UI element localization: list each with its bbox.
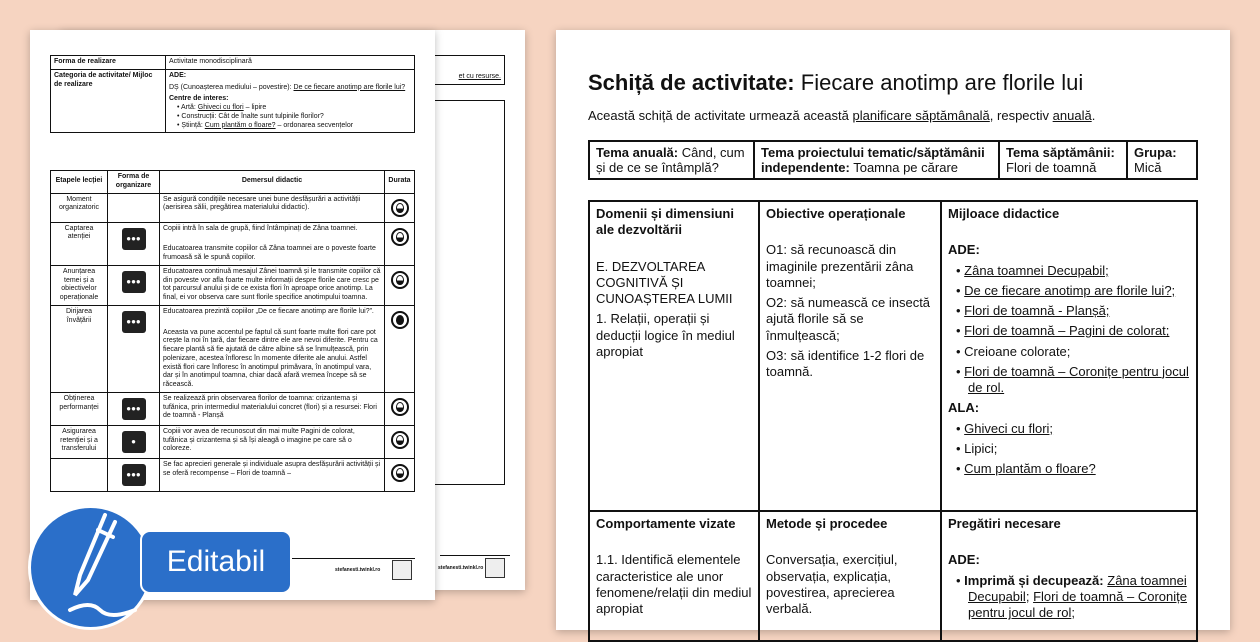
group-icon: ●●● bbox=[122, 311, 146, 333]
behaviours-cell: Comportamente vizate 1.1. Identifică elementele caracteristice ale unor fenomene/relații din mediul apropiat bbox=[589, 511, 759, 641]
description: Se asigură condițiile necesare unei bune desfășurări a activității (aerisirea sălii, pregătirea materialului didactic). bbox=[160, 193, 385, 222]
logo-icon bbox=[392, 560, 412, 580]
form-cell bbox=[108, 392, 160, 425]
editable-badge bbox=[140, 530, 292, 594]
back-box-2 bbox=[425, 100, 505, 485]
divider bbox=[440, 555, 510, 556]
form-cell bbox=[108, 425, 160, 458]
description: Educatoarea prezintă copiilor „De ce fiecare anotimp are florile lui?”. Aceasta va pune accentul pe faptul că sunt foarte multe flori care pot crește la noi în țară, dar fiecare dintre ele are nevoi diferite. Pentru ca fiecare plantă să fie ajutată de către albine să se înmulțească, prin polenizare, acestea înfloresc în momente diferite ale anului. Astfel există flori care înfloresc în anotimpul primăvara, în anotimpul vara, dar și în anotimpul toamna, chiar dacă afară vremea începe să se răcească. bbox=[160, 305, 385, 392]
header: Etapele lecției bbox=[51, 171, 108, 194]
stage: Anunțarea temei și a obiectivelor operaționale bbox=[51, 265, 108, 305]
footer-text: stefanesti.twinkl.ro bbox=[438, 565, 484, 571]
centre-item: • Construcții: Cât de înalte sunt tulpinile florilor? bbox=[177, 113, 411, 122]
cell: Forma de realizare bbox=[51, 56, 166, 70]
objectives-cell: Obiective operaționale O1: să recunoască din imaginile prezentării zâna toamnei; O2: să numească ce insectă ajută florile să se înmulțească; O3: să identifice 1-2 flori de toamnă. bbox=[759, 201, 941, 511]
domains-cell: Domenii și dimensiuni ale dezvoltării E. DEZVOLTAREA COGNITIVĂ ȘI CUNOAȘTEREA LUMII 1. Relații, operații și deducții logice în mediul apropiat bbox=[589, 201, 759, 511]
meta-project: Tema proiectului tematic/săptămânii independente: Toamna pe cărare bbox=[754, 141, 999, 179]
duration-cell bbox=[385, 193, 415, 222]
centre-link[interactable]: Ghiveci cu flori bbox=[197, 104, 244, 111]
stage: Dirijarea învățării bbox=[51, 305, 108, 392]
stage bbox=[51, 458, 108, 491]
group-icon: ●●● bbox=[122, 271, 146, 293]
prep-link[interactable]: Zâna toamnei Decupabil bbox=[968, 572, 1187, 604]
weekly-plan-link[interactable]: planificare săptămânală bbox=[852, 108, 990, 123]
duration-cell bbox=[385, 392, 415, 425]
cell bbox=[166, 69, 415, 133]
means-cell: Mijloace didactice ADE: • Zâna toamnei Decupabil; • De ce fiecare anotimp are florile lui?; • Flori de toamnă - Planșă; • Flori de toamnă – Pagini de colorat; • Creioane colorate; • Flori de toamnă – Coronițe pentru jocul de rol. ALA: • Ghiveci cu flori; • Lipici; • Cum plantăm o floare? bbox=[941, 201, 1197, 511]
resource-item[interactable]: • De ce fiecare anotimp are florile lui?; bbox=[956, 283, 1190, 299]
prep-link[interactable]: Flori de toamnă – Coronițe pentru jocul de rol bbox=[968, 588, 1187, 620]
meta-annual: Tema anuală: Când, cum și de ce se întâmplă? bbox=[589, 141, 754, 179]
header: Durata bbox=[385, 171, 415, 194]
badge-label: Editabil bbox=[166, 545, 266, 578]
ds-link[interactable]: De ce fiecare anotimp are florile lui? bbox=[293, 83, 406, 91]
stage: Captarea atenției bbox=[51, 222, 108, 265]
person-icon: ● bbox=[122, 431, 146, 453]
methods-cell: Metode și procedee Conversația, exercițiul, observația, explicația, povestirea, aprecierea verbală. bbox=[759, 511, 941, 641]
timer-icon bbox=[391, 271, 409, 289]
timer-icon bbox=[391, 431, 409, 449]
duration-cell bbox=[385, 305, 415, 392]
main-page bbox=[556, 30, 1230, 630]
meta-group: Grupa: Mică bbox=[1127, 141, 1197, 179]
timer-icon bbox=[391, 228, 409, 246]
timer-icon bbox=[391, 464, 409, 482]
centre-item: • Știință: Cum plantăm o floare? – ordonarea secvențelor bbox=[177, 122, 411, 131]
lesson-table bbox=[50, 170, 415, 492]
description: Educatoarea continuă mesajul Zânei toamnă și le transmite copiilor că din poveste vor afla foarte multe informații despre florile care cresc pe tot parcursul anului și de ce exista flori în aproape orice anotimp. La final, ei vor observa care sunt florile specifice anotimpului toamna. bbox=[160, 265, 385, 305]
info-table bbox=[50, 55, 415, 133]
form-cell bbox=[108, 305, 160, 392]
ade-label: ADE: bbox=[169, 71, 187, 79]
resource-item[interactable]: • Ghiveci cu flori; bbox=[956, 421, 1190, 437]
form-cell bbox=[108, 265, 160, 305]
lesson-row bbox=[51, 265, 415, 305]
centre-item: • Artă: Ghiveci cu flori – lipire bbox=[177, 104, 411, 113]
prep-cell: Pregătiri necesare ADE: • Imprimă și decupează: Zâna toamnei Decupabil; Flori de toamnă – Coronițe pentru jocul de rol; bbox=[941, 511, 1197, 641]
lesson-row bbox=[51, 392, 415, 425]
duration-cell bbox=[385, 222, 415, 265]
lesson-row bbox=[51, 305, 415, 392]
lesson-row bbox=[51, 458, 415, 491]
back-snippet: et cu resurse. bbox=[458, 73, 501, 80]
resource-item[interactable]: • Cum plantăm o floare? bbox=[956, 461, 1190, 477]
header: Forma de organizare bbox=[108, 171, 160, 194]
form-cell bbox=[108, 222, 160, 265]
resource-item[interactable]: • Creioane colorate; bbox=[956, 344, 1190, 360]
form-cell bbox=[108, 193, 160, 222]
header: Demersul didactic bbox=[160, 171, 385, 194]
resource-item[interactable]: • Flori de toamnă - Planșă; bbox=[956, 303, 1190, 319]
stage: Obținerea performanței bbox=[51, 392, 108, 425]
group-icon: ●●● bbox=[122, 228, 146, 250]
timer-icon bbox=[391, 398, 409, 416]
plan-table bbox=[588, 200, 1198, 642]
meta-table bbox=[588, 140, 1198, 180]
cell: Categoria de activitate/ Mijloc de realizare bbox=[51, 69, 166, 133]
lesson-row bbox=[51, 222, 415, 265]
description: Copiii vor avea de recunoscut din mai multe Pagini de colorat, tufănica și crizantema și să își aleagă o imagine pe care să o coloreze. bbox=[160, 425, 385, 458]
timer-icon bbox=[391, 311, 409, 329]
lesson-row bbox=[51, 425, 415, 458]
back-box bbox=[425, 55, 505, 85]
intro-text: Această schiță de activitate urmează această planificare săptămânală, respectiv anuală. bbox=[588, 108, 1096, 123]
footer-text: stefanesti.twinkl.ro bbox=[335, 567, 381, 573]
timer-icon bbox=[391, 199, 409, 217]
description: Se realizează prin observarea florilor de toamna: crizantema și tufănica, prin intermediul materialului concret (flori) și a resursei: Flori de toamnă - Planșă bbox=[160, 392, 385, 425]
page-title: Schiță de activitate: Fiecare anotimp are florile lui bbox=[588, 70, 1084, 95]
resource-item[interactable]: • Lipici; bbox=[956, 441, 1190, 457]
ds-prefix: DȘ (Cunoașterea mediului – povestire): bbox=[169, 83, 292, 91]
duration-cell bbox=[385, 265, 415, 305]
group-icon: ●●● bbox=[122, 398, 146, 420]
group-icon: ●●● bbox=[122, 464, 146, 486]
duration-cell bbox=[385, 425, 415, 458]
annual-plan-link[interactable]: anuală bbox=[1052, 108, 1092, 123]
stage: Moment organizatoric bbox=[51, 193, 108, 222]
resource-item[interactable]: • Zâna toamnei Decupabil; bbox=[956, 263, 1190, 279]
centre-title: Centre de interes: bbox=[169, 95, 229, 103]
stage: Asigurarea retenției și a transferului bbox=[51, 425, 108, 458]
cell: Activitate monodisciplinară bbox=[166, 56, 415, 70]
logo-icon bbox=[485, 558, 505, 578]
description: Copiii intră în sala de grupă, fiind întâmpinați de Zâna toamnei. Educatoarea transmite copiilor că Zâna toamnei are o poveste foarte frumoasă să le spună copiilor. bbox=[160, 222, 385, 265]
form-cell bbox=[108, 458, 160, 491]
centre-link[interactable]: Cum plantăm o floare? bbox=[204, 121, 276, 129]
resource-item[interactable]: • Flori de toamnă – Pagini de colorat; bbox=[956, 323, 1190, 339]
duration-cell bbox=[385, 458, 415, 491]
lesson-row bbox=[51, 193, 415, 222]
meta-week: Tema săptămânii: Flori de toamnă bbox=[999, 141, 1127, 179]
description: Se fac aprecieri generale și individuale asupra desfășurării activității și se oferă recompense – Flori de toamnă – bbox=[160, 458, 385, 491]
resource-item[interactable]: • Flori de toamnă – Coronițe pentru jocul de rol. bbox=[956, 364, 1190, 397]
pencil-icon bbox=[40, 510, 150, 630]
